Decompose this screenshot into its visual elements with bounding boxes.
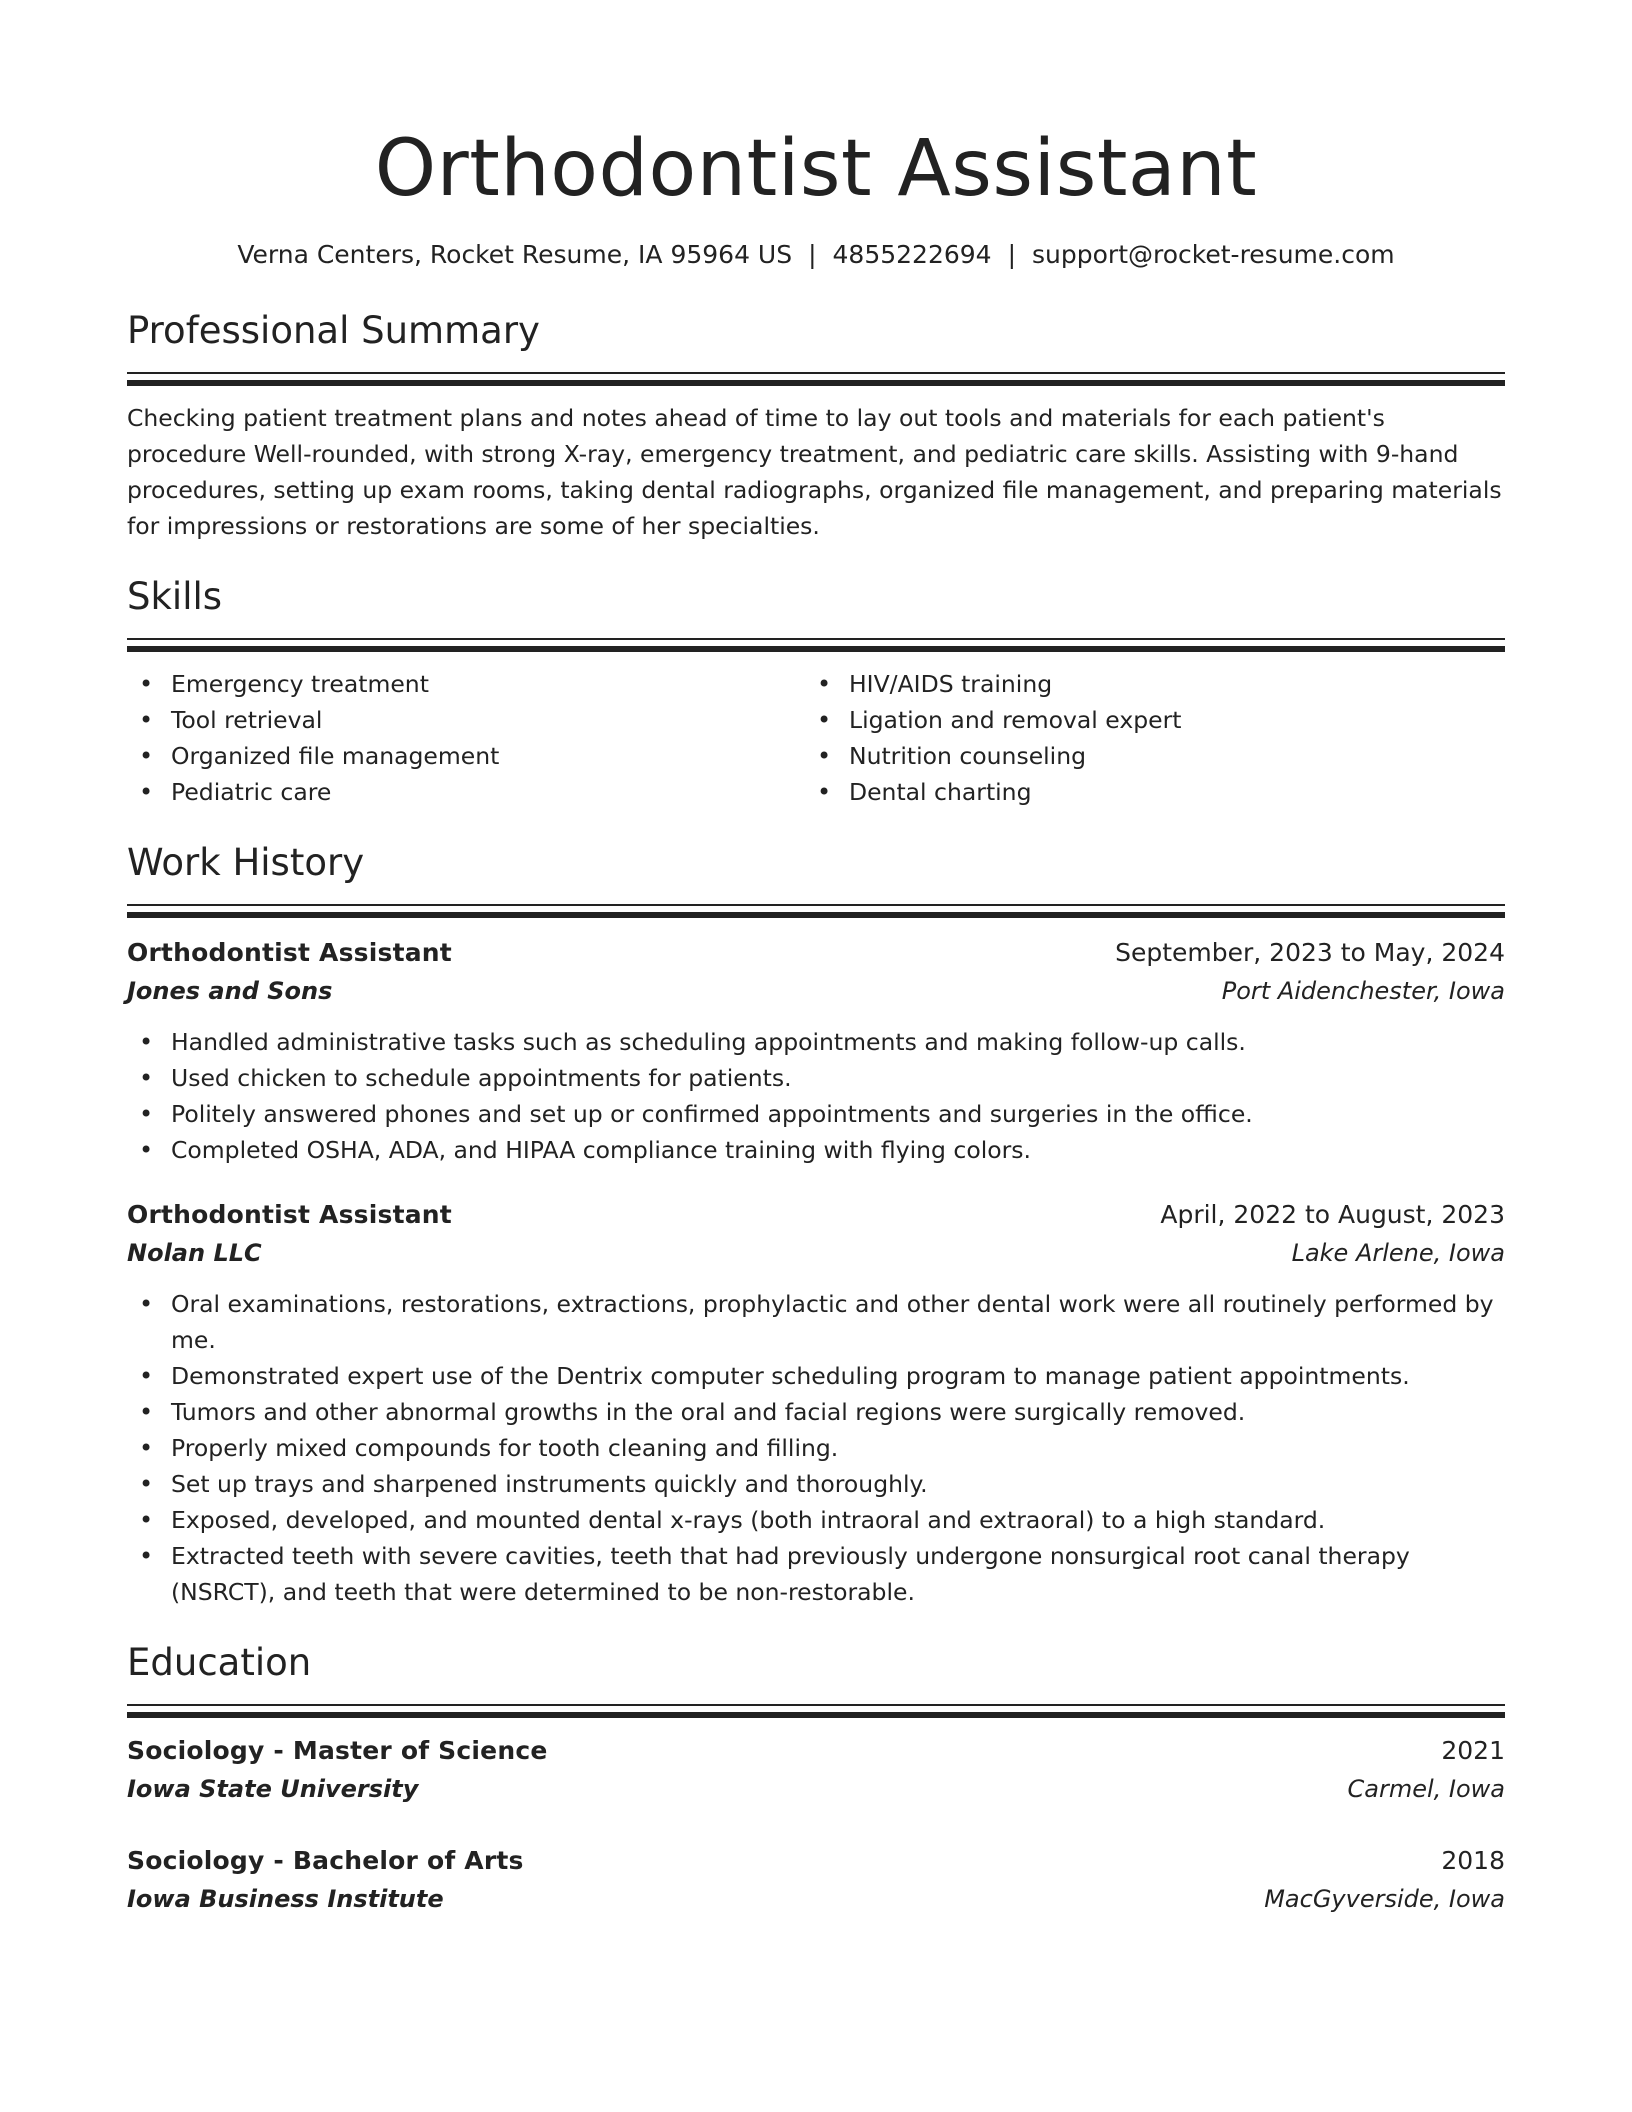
contact-address: Verna Centers, Rocket Resume, IA 95964 US <box>237 240 793 269</box>
section-title-education: Education <box>127 1641 312 1684</box>
education-degree: Sociology - Master of Science <box>127 1736 548 1765</box>
job-dates: April, 2022 to August, 2023 <box>1160 1200 1505 1229</box>
job-bullet: • Oral examinations, restorations, extractions, prophylactic and other dental work were all routinely performed by me. <box>127 1286 1505 1358</box>
job-bullet: • Properly mixed compounds for tooth cleaning and filling. <box>127 1430 1505 1466</box>
job-company: Nolan LLC <box>127 1239 262 1267</box>
education-degree: Sociology - Bachelor of Arts <box>127 1846 524 1875</box>
job-bullet: • Used chicken to schedule appointments for patients. <box>127 1060 1505 1096</box>
job-entry <box>127 1196 1505 1610</box>
skill-item: • Emergency treatment <box>127 666 805 702</box>
education-subheader <box>127 1770 1505 1808</box>
skill-item: • Organized file management <box>127 738 805 774</box>
section-divider <box>127 638 1505 652</box>
education-location: MacGyverside, Iowa <box>1264 1885 1505 1913</box>
job-bullet: • Exposed, developed, and mounted dental x-rays (both intraoral and extraoral) to a high standard. <box>127 1502 1505 1538</box>
skills-column-right <box>805 666 1483 810</box>
contact-email[interactable]: support@rocket-resume.com <box>1032 240 1395 269</box>
job-entry <box>127 934 1505 1168</box>
job-title: Orthodontist Assistant <box>127 1200 452 1229</box>
skills-list <box>127 666 1505 810</box>
job-subheader <box>127 972 1505 1010</box>
education-school: Iowa Business Institute <box>127 1885 444 1913</box>
job-location: Lake Arlene, Iowa <box>1291 1239 1505 1267</box>
education-section <box>127 1640 1505 1918</box>
job-company: Jones and Sons <box>127 977 333 1005</box>
contact-line <box>127 238 1505 272</box>
contact-separator: | <box>1007 240 1017 269</box>
section-divider <box>127 904 1505 918</box>
job-bullet: • Handled administrative tasks such as scheduling appointments and making follow-up calls. <box>127 1024 1505 1060</box>
job-bullet: • Set up trays and sharpened instruments quickly and thoroughly. <box>127 1466 1505 1502</box>
section-title-work: Work History <box>127 841 365 884</box>
job-bullet: • Politely answered phones and set up or confirmed appointments and surgeries in the office. <box>127 1096 1505 1132</box>
summary-section <box>127 308 1505 544</box>
job-bullet: • Tumors and other abnormal growths in the oral and facial regions were surgically removed. <box>127 1394 1505 1430</box>
contact-separator: | <box>808 240 817 269</box>
education-year: 2021 <box>1441 1736 1505 1765</box>
job-header <box>127 1196 1505 1234</box>
skill-item: • Tool retrieval <box>127 702 805 738</box>
skills-column-left <box>127 666 805 810</box>
education-year: 2018 <box>1441 1846 1505 1875</box>
skills-section <box>127 574 1505 810</box>
job-header <box>127 934 1505 972</box>
section-divider <box>127 372 1505 386</box>
contact-phone: 4855222694 <box>832 240 992 269</box>
summary-paragraph: Checking patient treatment plans and notes ahead of time to lay out tools and materials for each patient's procedure Well-rounded, with strong X-ray, emergency treatment, and pediatric care skills. Assisting with 9-hand procedures, setting up exam rooms, taking dental radiographs, organized file management, and preparing materials for impressions or restorations are some of her specialties. <box>127 404 1502 540</box>
candidate-name: Orthodontist Assistant <box>374 124 1258 214</box>
education-entry <box>127 1732 1505 1808</box>
skill-item: • Dental charting <box>805 774 1483 810</box>
section-title-summary: Professional Summary <box>127 309 540 352</box>
summary-text <box>127 400 1505 544</box>
resume-page <box>127 0 1505 1918</box>
job-bullets <box>127 1286 1505 1610</box>
education-entry <box>127 1842 1505 1918</box>
section-title-skills: Skills <box>127 575 223 618</box>
job-bullet: • Extracted teeth with severe cavities, teeth that had previously undergone nonsurgical root canal therapy (NSRCT), and teeth that were determined to be non-restorable. <box>127 1538 1505 1610</box>
education-location: Carmel, Iowa <box>1347 1775 1505 1803</box>
job-bullets <box>127 1024 1505 1168</box>
job-subheader <box>127 1234 1505 1272</box>
job-bullet: • Completed OSHA, ADA, and HIPAA compliance training with flying colors. <box>127 1132 1505 1168</box>
education-header <box>127 1842 1505 1880</box>
job-dates: September, 2023 to May, 2024 <box>1115 938 1505 967</box>
education-subheader <box>127 1880 1505 1918</box>
skill-item: • Ligation and removal expert <box>805 702 1483 738</box>
skill-item: • Nutrition counseling <box>805 738 1483 774</box>
education-header <box>127 1732 1505 1770</box>
section-divider <box>127 1704 1505 1718</box>
skill-item: • HIV/AIDS training <box>805 666 1483 702</box>
work-section <box>127 840 1505 1610</box>
job-location: Port Aidenchester, Iowa <box>1221 977 1505 1005</box>
job-bullet: • Demonstrated expert use of the Dentrix computer scheduling program to manage patient appointments. <box>127 1358 1505 1394</box>
education-school: Iowa State University <box>127 1775 419 1803</box>
skill-item: • Pediatric care <box>127 774 805 810</box>
job-title: Orthodontist Assistant <box>127 938 452 967</box>
